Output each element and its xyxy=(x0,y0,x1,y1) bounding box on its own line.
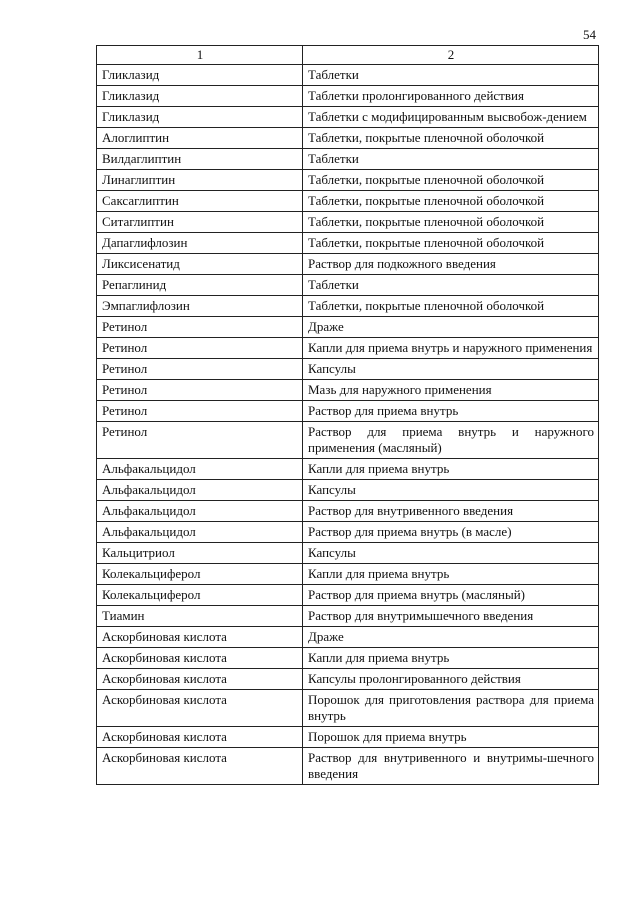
drug-name-cell: Гликлазид xyxy=(97,107,303,128)
table-row xyxy=(97,254,599,275)
dosage-form-cell: Капсулы пролонгированного действия xyxy=(303,669,599,690)
drug-name-cell: Ликсисенатид xyxy=(97,254,303,275)
dosage-form-cell: Порошок для приема внутрь xyxy=(303,727,599,748)
table-row xyxy=(97,480,599,501)
drug-name-cell: Ретинол xyxy=(97,401,303,422)
table-row xyxy=(97,669,599,690)
table-row xyxy=(97,191,599,212)
dosage-form-cell: Драже xyxy=(303,317,599,338)
dosage-form-cell: Раствор для внутривенного и внутримы-шечного введения xyxy=(303,748,599,785)
drug-name-cell: Аскорбиновая кислота xyxy=(97,748,303,785)
table-row xyxy=(97,543,599,564)
drug-name-cell: Дапаглифлозин xyxy=(97,233,303,254)
table-row xyxy=(97,296,599,317)
table-row xyxy=(97,564,599,585)
drug-name-cell: Ретинол xyxy=(97,359,303,380)
dosage-form-cell: Раствор для приема внутрь и наружного применения (масляный) xyxy=(303,422,599,459)
dosage-form-cell: Раствор для приема внутрь (масляный) xyxy=(303,585,599,606)
table-row xyxy=(97,149,599,170)
drug-name-cell: Гликлазид xyxy=(97,65,303,86)
dosage-form-cell: Таблетки, покрытые пленочной оболочкой xyxy=(303,170,599,191)
table-row xyxy=(97,65,599,86)
drug-name-cell: Линаглиптин xyxy=(97,170,303,191)
column-header-2: 2 xyxy=(303,46,599,65)
table-row xyxy=(97,606,599,627)
drug-name-cell: Аскорбиновая кислота xyxy=(97,648,303,669)
dosage-form-cell: Раствор для подкожного введения xyxy=(303,254,599,275)
dosage-form-cell: Раствор для внутривенного введения xyxy=(303,501,599,522)
table-row xyxy=(97,459,599,480)
drug-name-cell: Кальцитриол xyxy=(97,543,303,564)
drug-name-cell: Альфакальцидол xyxy=(97,480,303,501)
drug-name-cell: Ретинол xyxy=(97,317,303,338)
page-number: 54 xyxy=(583,27,596,42)
dosage-form-cell: Таблетки, покрытые пленочной оболочкой xyxy=(303,128,599,149)
dosage-form-cell: Капсулы xyxy=(303,359,599,380)
table-header-row xyxy=(97,46,599,65)
table-row xyxy=(97,359,599,380)
dosage-form-cell: Мазь для наружного применения xyxy=(303,380,599,401)
drug-name-cell: Алоглиптин xyxy=(97,128,303,149)
table-row xyxy=(97,317,599,338)
drug-name-cell: Колекальциферол xyxy=(97,564,303,585)
dosage-form-cell: Капсулы xyxy=(303,480,599,501)
drug-name-cell: Репаглинид xyxy=(97,275,303,296)
dosage-form-cell: Капли для приема внутрь xyxy=(303,564,599,585)
dosage-form-cell: Порошок для приготовления раствора для приема внутрь xyxy=(303,690,599,727)
table-row xyxy=(97,522,599,543)
table-row xyxy=(97,380,599,401)
drug-name-cell: Ретинол xyxy=(97,422,303,459)
table-row xyxy=(97,748,599,785)
drug-table xyxy=(96,45,599,785)
drug-name-cell: Саксаглиптин xyxy=(97,191,303,212)
dosage-form-cell: Таблетки xyxy=(303,65,599,86)
drug-name-cell: Ретинол xyxy=(97,338,303,359)
table-row xyxy=(97,627,599,648)
drug-name-cell: Тиамин xyxy=(97,606,303,627)
table-row xyxy=(97,501,599,522)
table-body xyxy=(97,65,599,785)
table-row xyxy=(97,422,599,459)
drug-name-cell: Аскорбиновая кислота xyxy=(97,627,303,648)
table-row xyxy=(97,401,599,422)
drug-name-cell: Вилдаглиптин xyxy=(97,149,303,170)
dosage-form-cell: Раствор для внутримышечного введения xyxy=(303,606,599,627)
dosage-form-cell: Таблетки xyxy=(303,275,599,296)
table-row xyxy=(97,690,599,727)
drug-name-cell: Эмпаглифлозин xyxy=(97,296,303,317)
dosage-form-cell: Капли для приема внутрь xyxy=(303,459,599,480)
table-row xyxy=(97,86,599,107)
drug-name-cell: Гликлазид xyxy=(97,86,303,107)
dosage-form-cell: Раствор для приема внутрь xyxy=(303,401,599,422)
drug-name-cell: Аскорбиновая кислота xyxy=(97,727,303,748)
table-row xyxy=(97,233,599,254)
drug-name-cell: Альфакальцидол xyxy=(97,501,303,522)
dosage-form-cell: Таблетки, покрытые пленочной оболочкой xyxy=(303,191,599,212)
table-row xyxy=(97,212,599,233)
drug-name-cell: Ситаглиптин xyxy=(97,212,303,233)
drug-name-cell: Колекальциферол xyxy=(97,585,303,606)
table-row xyxy=(97,338,599,359)
table-row xyxy=(97,727,599,748)
dosage-form-cell: Таблетки пролонгированного действия xyxy=(303,86,599,107)
drug-name-cell: Ретинол xyxy=(97,380,303,401)
table-row xyxy=(97,170,599,191)
table-row xyxy=(97,107,599,128)
table-row xyxy=(97,275,599,296)
drug-name-cell: Аскорбиновая кислота xyxy=(97,690,303,727)
dosage-form-cell: Капли для приема внутрь xyxy=(303,648,599,669)
column-header-1: 1 xyxy=(97,46,303,65)
drug-name-cell: Альфакальцидол xyxy=(97,522,303,543)
dosage-form-cell: Таблетки, покрытые пленочной оболочкой xyxy=(303,296,599,317)
dosage-form-cell: Капли для приема внутрь и наружного применения xyxy=(303,338,599,359)
drug-name-cell: Альфакальцидол xyxy=(97,459,303,480)
table-row xyxy=(97,585,599,606)
dosage-form-cell: Капсулы xyxy=(303,543,599,564)
table-row xyxy=(97,648,599,669)
dosage-form-cell: Таблетки, покрытые пленочной оболочкой xyxy=(303,212,599,233)
dosage-form-cell: Раствор для приема внутрь (в масле) xyxy=(303,522,599,543)
dosage-form-cell: Таблетки xyxy=(303,149,599,170)
drug-name-cell: Аскорбиновая кислота xyxy=(97,669,303,690)
table-row xyxy=(97,128,599,149)
dosage-form-cell: Таблетки, покрытые пленочной оболочкой xyxy=(303,233,599,254)
dosage-form-cell: Драже xyxy=(303,627,599,648)
dosage-form-cell: Таблетки с модифицированным высвобож-дением xyxy=(303,107,599,128)
